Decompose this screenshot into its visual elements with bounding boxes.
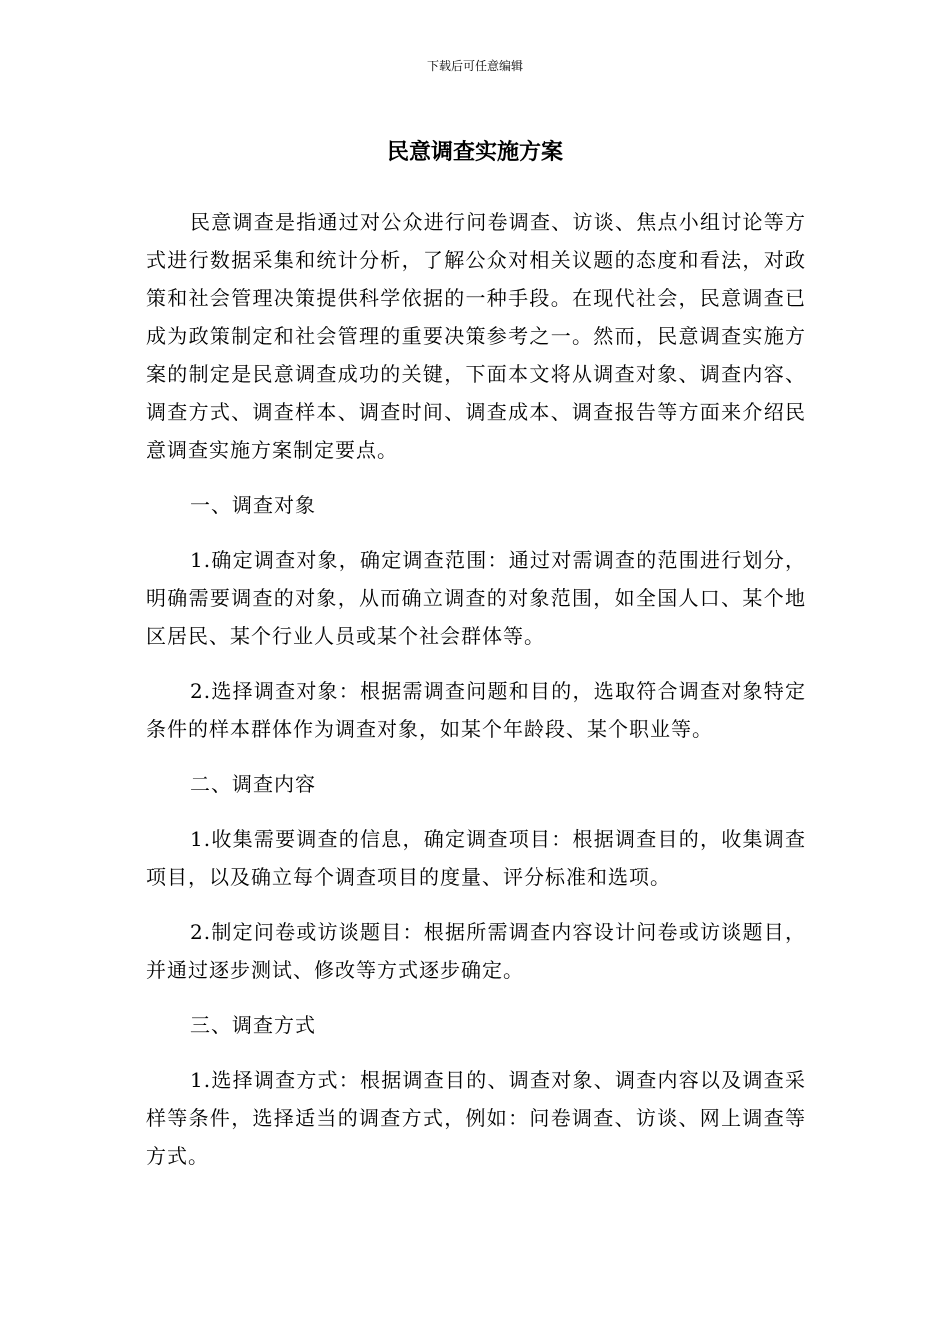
intro-paragraph: 民意调查是指通过对公众进行问卷调查、访谈、焦点小组讨论等方式进行数据采集和统计分析，了解公众对相关议题的态度和看法，对政策和社会管理决策提供科学依据的一种手段。在现代社会，民意调查已成为政策制定和社会管理的重要决策参考之一。然而，民意调查实施方案的制定是民意调查成功的关键，下面本文将从调查对象、调查内容、调查方式、调查样本、调查时间、调查成本、调查报告等方面来介绍民意调查实施方案制定要点。 (146, 210, 806, 462)
section-heading-3: 三、调查方式 (190, 1013, 316, 1037)
section-1-item-1: 1.确定调查对象，确定调查范围：通过对需调查的范围进行划分，明确需要调查的对象，从而确立调查的对象范围，如全国人口、某个地区居民、某个行业人员或某个社会群体等。 (146, 548, 806, 648)
section-heading-1: 一、调查对象 (190, 493, 316, 517)
header-note: 下载后可任意编辑 (426, 59, 523, 73)
document-title: 民意调查实施方案 (386, 140, 563, 165)
section-3-item-1: 1.选择调查方式：根据调查目的、调查对象、调查内容以及调查采样等条件，选择适当的调查方式，例如：问卷调查、访谈、网上调查等方式。 (146, 1068, 806, 1168)
document-body (146, 203, 806, 1175)
section-1-item-2: 2.选择调查对象：根据需调查问题和目的，选取符合调查对象特定条件的样本群体作为调查对象，如某个年龄段、某个职业等。 (146, 679, 806, 741)
section-2-item-2: 2.制定问卷或访谈题目：根据所需调查内容设计问卷或访谈题目，并通过逐步测试、修改等方式逐步确定。 (146, 920, 806, 982)
section-heading-2: 二、调查内容 (190, 772, 316, 796)
section-2-item-1: 1.收集需要调查的信息，确定调查项目：根据调查目的，收集调查项目，以及确立每个调查项目的度量、评分标准和选项。 (146, 827, 806, 889)
